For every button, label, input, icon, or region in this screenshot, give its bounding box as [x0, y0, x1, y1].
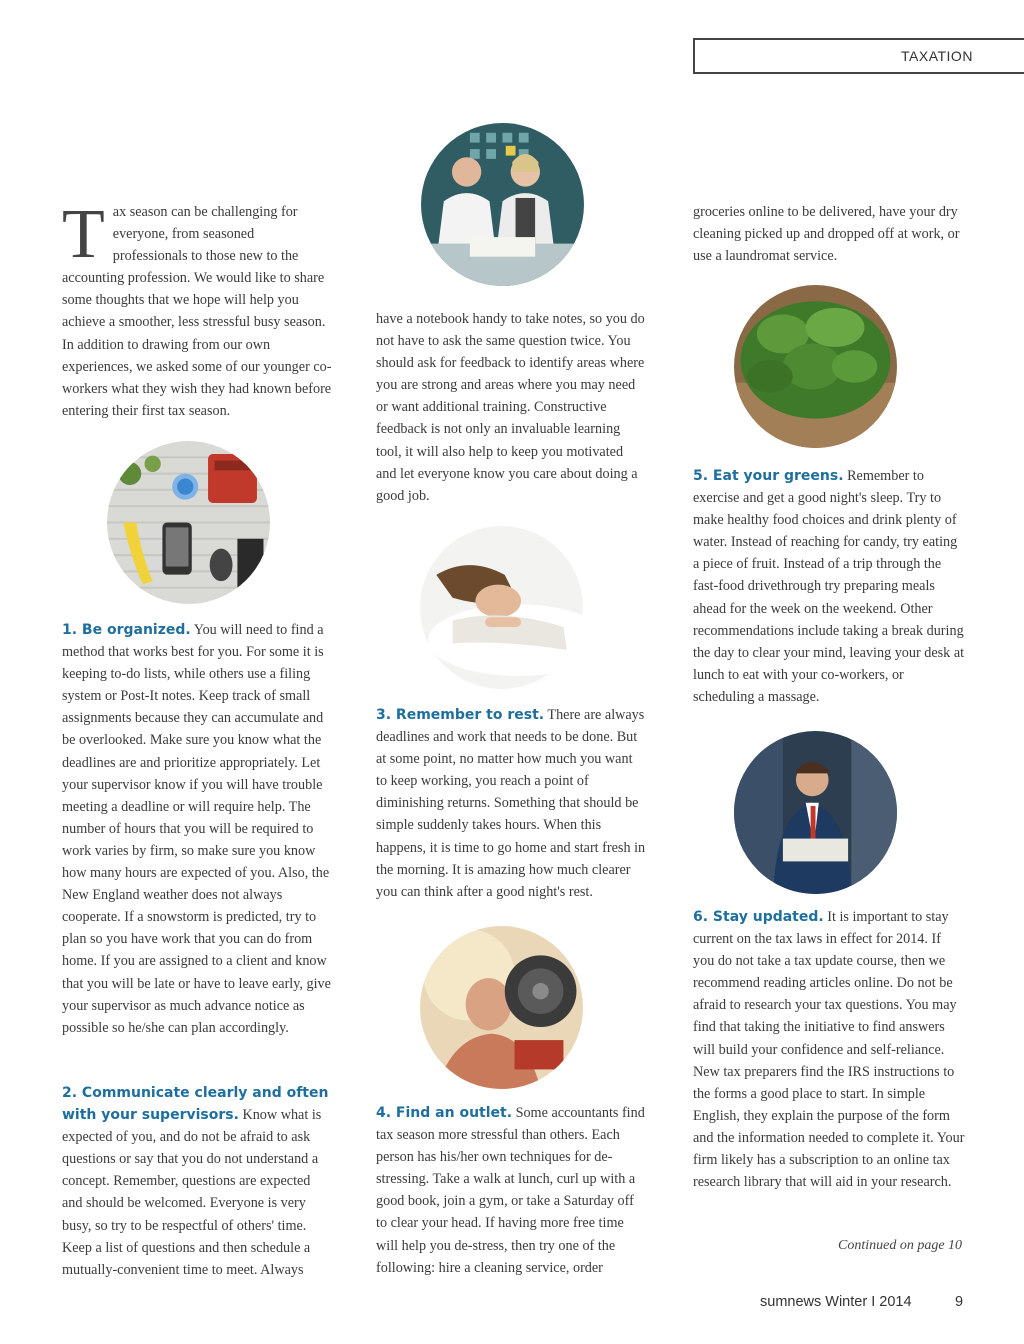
continued-note: Continued on page 10 [838, 1238, 963, 1253]
meeting-photo [421, 123, 584, 286]
tip-4-continued [693, 201, 965, 267]
drop-cap: T [62, 196, 105, 273]
greens-photo [734, 285, 897, 448]
gym-photo [420, 926, 583, 1089]
tip-3-text: There are always deadlines and work that needs to be done. But at some point, no matter how much you want to keep working, you reach a point of diminishing returns. Something that should be simple suddenly takes hours. When this happens, it is time to go home and start fresh in the morning. It is amazing how much clearer you can think after a good night's rest. [376, 707, 646, 900]
page-number: 9 [955, 1294, 964, 1310]
tip-5 [693, 465, 965, 708]
tip-3-heading: 3. Remember to rest. [376, 707, 545, 723]
page-footer [760, 1294, 964, 1310]
tip-2-continued-text: have a notebook handy to take notes, so you do not have to ask the same question twice. You should ask for feedback to identify areas where you are strong and areas where you may need or want additional training. Constructive feedback is not only an invaluable learning tool, it will also help to keep you motivated and let everyone know you care about doing a good job. [376, 311, 645, 504]
intro-block [62, 196, 332, 422]
tip-4 [376, 1102, 646, 1279]
tip-4-heading: 4. Find an outlet. [376, 1105, 513, 1121]
tip-1-heading: 1. Be organized. [62, 622, 191, 638]
office-desk-photo [107, 441, 270, 604]
tip-3 [376, 704, 646, 903]
sleeping-woman-photo [420, 526, 583, 689]
intro-text: ax season can be challenging for everyone, from seasoned professionals to those new to the accounting profession. We would like to share some thoughts that we hope will help you achieve a smoother, less stressful busy season. In addition to drawing from our own experiences, we asked some of our younger co-workers what they wish they had known before entering their first tax season. [62, 204, 332, 419]
section-title: TAXATION [901, 48, 973, 64]
tip-5-text: Remember to exercise and get a good night's sleep. Try to make healthy food choices and drink plenty of water. Instead of reaching for candy, try eating a piece of fruit. Instead of a trip through the fast-food drivethrough try preparing meals ahead for the week on the weekend. Other recommendations include taking a break during the day to clear your mind, leaving your desk at lunch to eat with your co-workers, or scheduling a massage. [693, 468, 965, 705]
tip-2 [62, 1082, 334, 1281]
tip-4-text: Some accountants find tax season more stressful than others. Each person has his/her own techniques for de-stressing. Take a walk at lunch, curl up with a good book, join a gym, or take a Saturday off to clear your head. If having more free time will help you de-stress, then try one of the following: hire a cleaning service, order [376, 1105, 645, 1276]
tip-6-heading: 6. Stay updated. [693, 909, 824, 925]
tip-2-continued [376, 308, 646, 507]
tip-5-heading: 5. Eat your greens. [693, 468, 844, 484]
tip-1-text: You will need to find a method that works best for you. For some it is keeping to-do lists, while others use a filing system or Post-It notes. Keep track of small assignments because they can accumulate and be overlooked. Make sure you know what the deadlines are and prioritize appropriately. Let your supervisor know if you will have trouble meeting a deadline or will require help. The number of hours that you will be required to work varies by firm, so make sure you know how many hours are expected of you. Also, the New England weather does not always cooperate. If a snowstorm is predicted, try to plan so you have work that you can do from home. If you are assigned to a client and know that you will be late or have to leave early, give your supervisor as much advance notice as possible so he/she can plan accordingly. [62, 622, 331, 1036]
tip-2-heading: 2. Communicate clearly and often with your supervisors. [62, 1085, 329, 1124]
tip-6-text: It is important to stay current on the tax laws in effect for 2014. If you do not take a tax update course, then we recommend reading articles online. Do not be afraid to research your tax questions. You may find that taking the initiative to find answers will build your confidence and self-reliance. New tax preparers find the IRS instructions to the forms a good place to start. In simple English, they explain the purpose of the form and the information needed to complete it. Your firm likely has a subscription to an online tax research library that will aid in your research. [693, 909, 965, 1191]
tip-2-text: Know what is expected of you, and do not be afraid to ask questions or say that you do not understand a concept. Remember, questions are expected and should be welcomed. Everyone is very busy, so try to be respectful of others' time. Keep a list of questions and then schedule a mutually-convenient time to meet. Always [62, 1107, 322, 1278]
tip-4-continued-text: groceries online to be delivered, have your dry cleaning picked up and dropped off at work, or use a laundromat service. [693, 204, 960, 265]
businessman-photo [734, 731, 897, 894]
tip-6 [693, 906, 965, 1193]
footer-publication: sumnews Winter I 2014 [760, 1294, 912, 1310]
tip-1 [62, 619, 334, 1039]
section-header [693, 38, 1024, 74]
